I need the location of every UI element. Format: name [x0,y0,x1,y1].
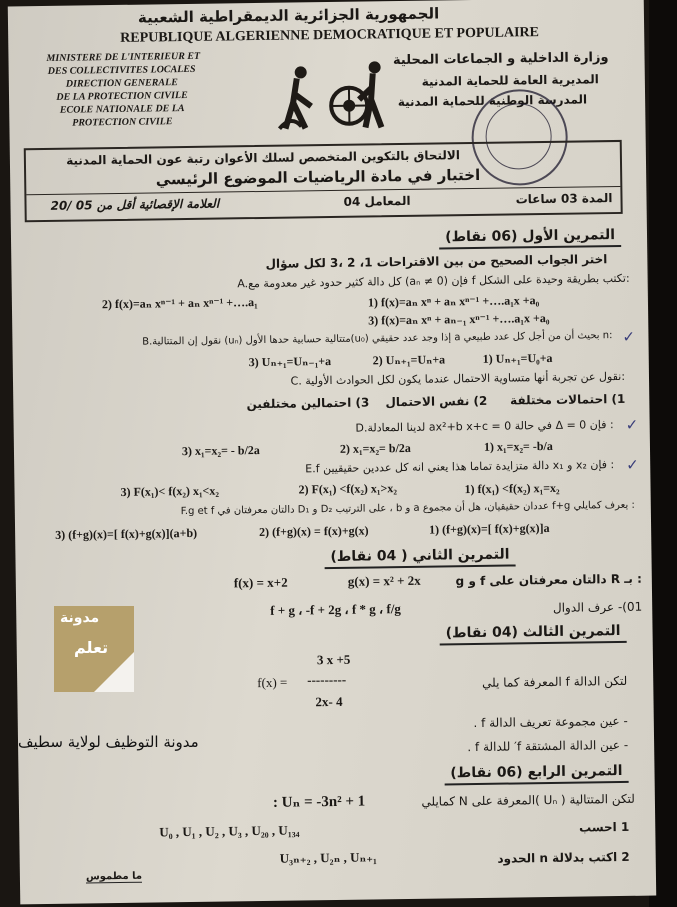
ex1-instruction: اختر الجواب الصحيح من بين الاقتراحات 1، 2 ،3 لكل سؤال [265,252,608,271]
ex2-f-def: f(x) = x+2 [233,574,288,591]
ex2-funcs: f + g ، -f + 2g ، f * g ، f/g [270,601,401,618]
ex4-formula: Uₙ = -3n² + 1 : [272,793,366,811]
ex1-C1: 1) احتمالات مختلفة [510,391,626,408]
ex3-denominator: 2x- 4 [315,693,343,710]
ar-ministry-3: المدرسة الوطنية للحماية المدنية [397,92,588,110]
ex4-intro: لتكن المتتالية ( Uₙ )المعرفة على N كمايلي [421,791,635,809]
ex1-E: E.f دالة متزايدة تماما هذا يعني انه كل عددين حقيقيين x₁ و x₂ فإن : [305,458,615,476]
ex1-A: A.كل دالة كثير حدود غير معدومة مع (aₙ ≠ 0) فإن f تكتب بطريقة وحيدة على الشكل: [237,271,630,291]
exam-title: اختبار في مادة الرياضيات الموضوع الرئيسي [155,165,481,189]
ex3-fraction-bar: --------- [307,671,347,688]
ex2-intro: g و f دالتان معرفتان على R بـ : [455,571,642,589]
ex3-q1: - عين مجموعة تعريف الدالة f . [473,713,628,731]
ex1-E1: 1) f(x₁) <f(x₂) x₁=x₂ [464,480,560,497]
ex1-F3: 3) (f+g)(x)=[ f(x)+g(x)](a+b) [55,525,198,542]
ex1-F1: 1) (f+g)(x)=[ f(x)+g(x)]a [429,520,550,537]
ex1-D1: 1) x₁=x₂= -b/a [483,438,553,454]
ex1-D: D.لدينا المعادلة ax²+b x+c = 0 في حالة Δ = 0 فإن : [355,418,614,435]
check-mark: ✓ [626,455,639,474]
ar-republic: الجمهورية الجزائرية الديمقراطية الشعبية [137,4,440,27]
ex1-C: C. نقول عن تجربة أنها متساوية الاحتمال عندما يكون لكل الحوادث الأولية: [290,369,626,388]
ex4-q1: 1 احسب [578,819,630,835]
check-mark: ✓ [622,327,636,346]
exam-sheet [8,0,656,904]
check-mark: ✓ [625,415,639,434]
ex1-C2: 2) نفس الاحتمال [385,393,488,410]
fr-republic: REPUBLIQUE ALGERIENNE DEMOCRATIQUE ET POPULAIRE [120,25,540,46]
ex1-title: التمرين الأول (06 نقاط) [439,226,621,250]
blog-logo [54,606,134,692]
ex3-q2: - عين الدالة المشتقة f′ للدالة f . [467,737,629,755]
exam-header-box [24,140,623,222]
ex2-task: 01)- عرف الدوال [552,599,643,615]
ar-ministry-2: المديرية العامة للحماية المدنية [421,72,599,89]
ex1-B2: 2) Uₙ₊₁=Uₙ+a [372,352,446,368]
ex1-F2: 2) (f+g)(x) = f(x)+g(x) [259,523,369,540]
ex1-A3: 3) f(x)=aₙ xⁿ + aₙ₋₁ xⁿ⁻¹ +….a₁x +a₀ [368,310,550,328]
logo-line2: تعلم [74,638,109,657]
ex1-B: B.نقول إن المتتالية (uₙ) متتالية حسابية حدها الأول(u₀) إذا وجد عدد حقيقي a بحيث أن من أجل كل عدد طبيعي n: [142,330,613,348]
ex3-intro: لتكن الدالة f المعرفة كما يلي [481,673,628,690]
ex1-C3: 3) احتمالين مختلفين [246,395,370,412]
ex3-f-lhs: f(x) = [257,674,288,691]
ex3-numerator: 3 x +5 [316,651,351,668]
exam-line1: الالتحاق بالتكوين المتخصص لسلك الأعوان رتبة عون الحماية المدنية [66,148,460,168]
ar-ministry-1: وزارة الداخلية و الجماعات المحلية [392,50,609,69]
ex1-B3: 3) Uₙ₊₁=Uₙ₋₁+a [248,354,332,370]
ex1-A1: 1) f(x)=aₙ xⁿ + aₙ xⁿ⁻¹ +….a₁x +a₀ [367,293,540,310]
civil-protection-emblem [270,53,391,137]
ex4-title: التمرين الرابع (06 نقاط) [444,762,628,786]
coefficient: المعامل 04 [343,193,411,209]
fr-ministry-block: MINISTERE DE L'INTERIEUR ET DES COLLECTIVITES LOCALES DIRECTION GENERALE DE LA PROTECTION CIVILE ECOLE NATIONALE DE LA PROTECTION CIVILE [46,50,201,129]
ex2-title: التمرين الثاني ( 04 نقاط) [324,545,515,569]
ex2-g-def: g(x) = x² + 2x [347,572,421,589]
passing-mark: العلامة الإقصائية أقل من 05 /20 [50,196,220,213]
ex1-A2: 2) f(x)=aₙ xⁿ⁻¹ + aₙ xⁿ⁻¹ +….a₁ [101,295,258,312]
ex4-q2: 2 اكتب بدلالة n الحدود [497,849,630,866]
ex1-E2: 2) F(x₁) <f(x₂) x₁>x₂ [298,481,397,497]
ex1-B1: 1) Uₙ₊₁=U₀+a [482,350,553,366]
ex1-D2: 2) x₁=x₂= b/2a [339,440,411,456]
ex4-q2-terms: U₃ₙ₊₂ , U₂ₙ , Uₙ₊₁ [279,849,378,866]
duration: المدة 03 ساعات [515,191,613,207]
ex4-q1-terms: U₀ , U₁ , U₂ , U₃ , U₂₀ , U₁₃₄ [159,822,300,840]
watermark-caption: مدونة التوظيف لولاية سطيف [18,733,199,751]
ex1-D3: 3) x₁=x₂= - b/2a [181,443,260,459]
ex1-F: F.g et f دالتان معرفتان في D₁ و D₂ على الترتيب ، b و a عددان حقيقيان، هل أن مجموع f+g يعرف كمايلي : [180,499,635,518]
logo-line1: مدونة [60,610,100,626]
ex1-E3: 3) F(x₁)< f(x₂) x₁<x₂ [120,483,220,499]
ex3-title: التمرين الثالث (04 نقاط) [440,622,627,646]
signature: ما مطموس [85,870,143,883]
